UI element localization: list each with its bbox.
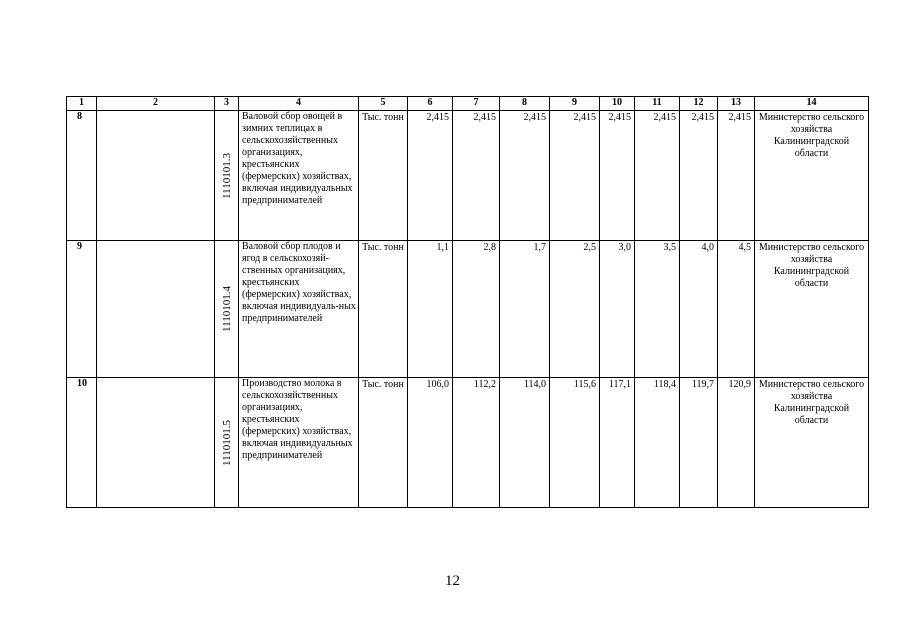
row-value: 1,1 (408, 241, 453, 378)
row-number: 8 (67, 111, 97, 241)
row-number: 10 (67, 378, 97, 508)
row-value: 4,5 (718, 241, 755, 378)
row-value: 2,415 (600, 111, 635, 241)
column-header: 13 (718, 97, 755, 111)
row-value: 2,415 (500, 111, 550, 241)
column-header: 2 (97, 97, 215, 111)
column-header: 14 (755, 97, 869, 111)
row-col2 (97, 111, 215, 241)
row-description: Валовой сбор плодов и ягод в сельскохозяй-ственных организациях, крестьянских (фермерских) хозяйствах, включая индивидуаль-ных предпринимателей (239, 241, 359, 378)
column-header: 3 (215, 97, 239, 111)
row-value: 118,4 (635, 378, 680, 508)
row-value: 106,0 (408, 378, 453, 508)
row-unit: Тыс. тонн (359, 111, 408, 241)
column-header: 5 (359, 97, 408, 111)
row-value: 3,5 (635, 241, 680, 378)
column-header: 4 (239, 97, 359, 111)
row-value: 1,7 (500, 241, 550, 378)
row-number: 9 (67, 241, 97, 378)
row-code-cell (215, 111, 239, 241)
column-header: 10 (600, 97, 635, 111)
table-header-row (67, 97, 869, 111)
table-row (67, 111, 869, 241)
row-organization: Министерство сельского хозяйства Калининградской области (755, 241, 869, 378)
table-row (67, 241, 869, 378)
row-value: 117,1 (600, 378, 635, 508)
table-row (67, 378, 869, 508)
row-value: 2,8 (453, 241, 500, 378)
row-value: 2,415 (635, 111, 680, 241)
row-description: Валовой сбор овощей в зимних теплицах в сельскохозяйственных организациях, крестьянских (фермерских) хозяйствах, включая индивидуальных предпринимателей (239, 111, 359, 241)
row-code: 1110101.3 (220, 152, 233, 199)
row-value: 119,7 (680, 378, 718, 508)
row-unit: Тыс. тонн (359, 378, 408, 508)
row-value: 2,5 (550, 241, 600, 378)
row-code-cell (215, 378, 239, 508)
row-value: 2,415 (408, 111, 453, 241)
data-table (66, 96, 869, 508)
row-value: 115,6 (550, 378, 600, 508)
column-header: 11 (635, 97, 680, 111)
row-value: 2,415 (680, 111, 718, 241)
row-value: 2,415 (550, 111, 600, 241)
row-organization: Министерство сельского хозяйства Калининградской области (755, 111, 869, 241)
column-header: 1 (67, 97, 97, 111)
row-code: 1110101.5 (220, 419, 233, 466)
column-header: 7 (453, 97, 500, 111)
page-number: 12 (445, 573, 460, 589)
row-unit: Тыс. тонн (359, 241, 408, 378)
row-value: 120,9 (718, 378, 755, 508)
row-value: 2,415 (453, 111, 500, 241)
row-value: 112,2 (453, 378, 500, 508)
row-code-cell (215, 241, 239, 378)
row-value: 2,415 (718, 111, 755, 241)
row-col2 (97, 241, 215, 378)
column-header: 8 (500, 97, 550, 111)
column-header: 9 (550, 97, 600, 111)
row-description: Производство молока в сельскохозяйственных организациях, крестьянских (фермерских) хозяйствах, включая индивидуальных предпринимателей (239, 378, 359, 508)
row-value: 114,0 (500, 378, 550, 508)
row-value: 4,0 (680, 241, 718, 378)
row-code: 1110101.4 (220, 286, 233, 332)
row-col2 (97, 378, 215, 508)
column-header: 6 (408, 97, 453, 111)
row-organization: Министерство сельского хозяйства Калининградской области (755, 378, 869, 508)
column-header: 12 (680, 97, 718, 111)
row-value: 3,0 (600, 241, 635, 378)
